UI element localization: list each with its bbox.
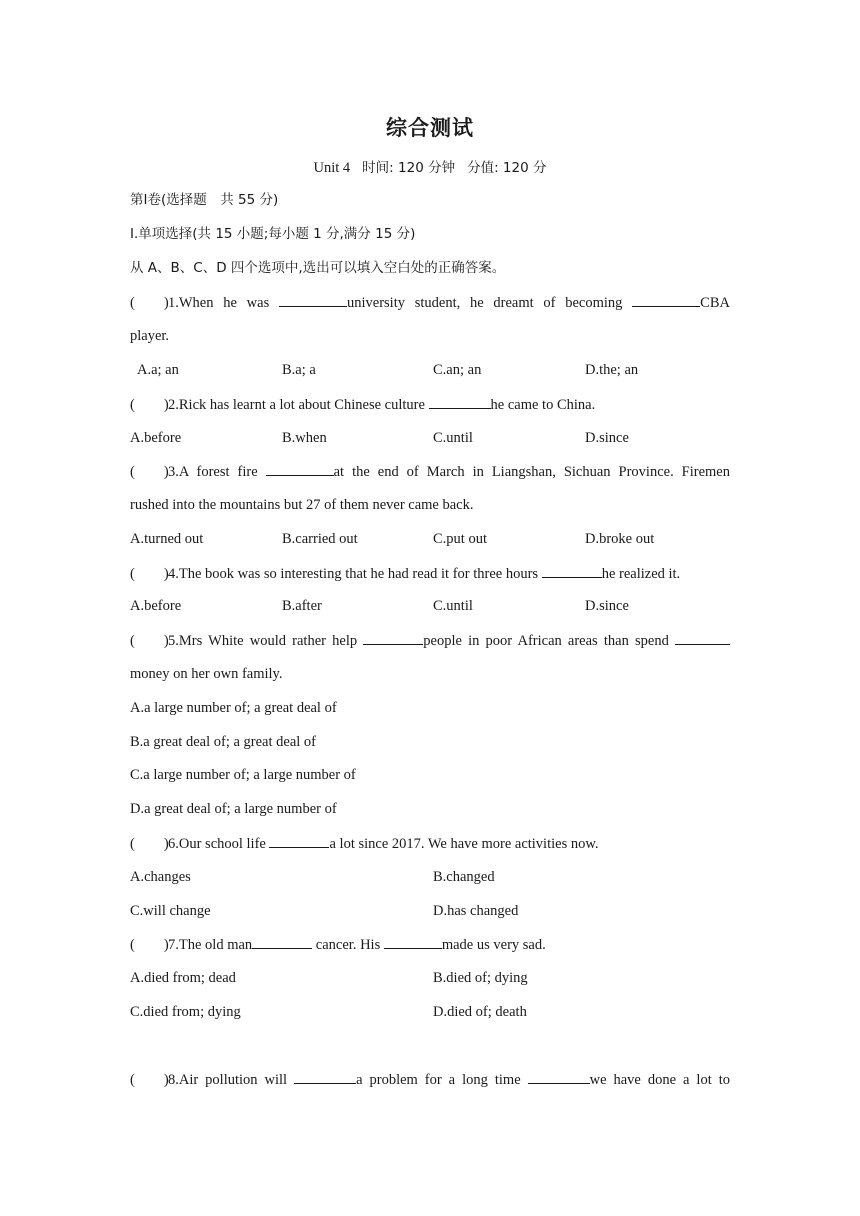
time-label: 时间: 120 分钟	[362, 160, 456, 176]
answer-blank	[363, 630, 423, 645]
answer-blank	[252, 934, 312, 949]
section-heading: Ⅰ.单项选择(共 15 小题;每小题 1 分,满分 15 分)	[130, 226, 416, 242]
answer-blank	[294, 1069, 356, 1084]
option-a: A.a; an	[137, 362, 179, 378]
answer-blank	[528, 1069, 590, 1084]
option-a: A.a large number of; a great deal of	[130, 700, 337, 716]
part-label: 第Ⅰ卷(选择题 共 55 分)	[130, 192, 279, 208]
option-a: A.died from; dead	[130, 970, 236, 986]
question-4-stem: ( )4.The book was so interesting that he had read it for three hours he realized it.	[130, 563, 730, 584]
option-d: D.a great deal of; a large number of	[130, 801, 337, 817]
option-b: B.died of; dying	[433, 970, 528, 986]
option-d: D.has changed	[433, 903, 519, 919]
answer-blank	[429, 394, 491, 409]
answer-blank	[266, 461, 334, 476]
answer-blank	[279, 292, 347, 307]
option-b: B.a great deal of; a great deal of	[130, 734, 316, 750]
option-a: A.turned out	[130, 531, 204, 547]
option-d: D.since	[585, 598, 629, 614]
option-d: D.died of; death	[433, 1004, 527, 1020]
option-b: B.a; a	[282, 362, 316, 378]
question-5-stem-cont: money on her own family.	[130, 666, 283, 682]
answer-blank	[384, 934, 442, 949]
option-a: A.before	[130, 430, 182, 446]
option-d: D.broke out	[585, 531, 655, 547]
option-c: C.an; an	[433, 362, 482, 378]
option-c: C.will change	[130, 903, 211, 919]
option-d: D.the; an	[585, 362, 639, 378]
question-3-stem: ( )3.A forest fire at the end of March in Liangshan, Sichuan Province. Firemen	[130, 461, 730, 482]
option-b: B.after	[282, 598, 322, 614]
answer-blank	[269, 833, 329, 848]
answer-blank	[542, 563, 602, 578]
question-3-stem-cont: rushed into the mountains but 27 of them never came back.	[130, 497, 474, 513]
question-8-stem: ( )8.Air pollution will a problem for a long time we have done a lot to	[130, 1069, 730, 1090]
option-d: D.since	[585, 430, 629, 446]
option-a: A.changes	[130, 869, 191, 885]
question-2-stem: ( )2.Rick has learnt a lot about Chinese culture he came to China.	[130, 394, 730, 415]
question-1-stem: ( )1.When he was university student, he dreamt of becoming CBA	[130, 292, 730, 313]
instruction: 从 A、B、C、D 四个选项中,选出可以填入空白处的正确答案。	[130, 260, 506, 276]
score-label: 分值: 120 分	[467, 160, 547, 176]
page-title: 综合测试	[386, 116, 474, 140]
unit-label: Unit 4	[313, 160, 351, 176]
answer-blank	[632, 292, 700, 307]
option-a: A.before	[130, 598, 182, 614]
question-7-stem: ( )7.The old man cancer. His made us very sad.	[130, 934, 730, 955]
question-6-stem: ( )6.Our school life a lot since 2017. We have more activities now.	[130, 833, 730, 854]
option-c: C.a large number of; a large number of	[130, 767, 356, 783]
option-b: B.when	[282, 430, 327, 446]
option-c: C.put out	[433, 531, 487, 547]
option-c: C.died from; dying	[130, 1004, 241, 1020]
option-b: B.changed	[433, 869, 495, 885]
question-1-stem-cont: player.	[130, 328, 170, 344]
question-5-stem: ( )5.Mrs White would rather help people in poor African areas than spend	[130, 630, 730, 651]
exam-info	[0, 156, 860, 177]
option-b: B.carried out	[282, 531, 358, 547]
answer-blank	[675, 630, 730, 645]
option-c: C.until	[433, 430, 473, 446]
option-c: C.until	[433, 598, 473, 614]
